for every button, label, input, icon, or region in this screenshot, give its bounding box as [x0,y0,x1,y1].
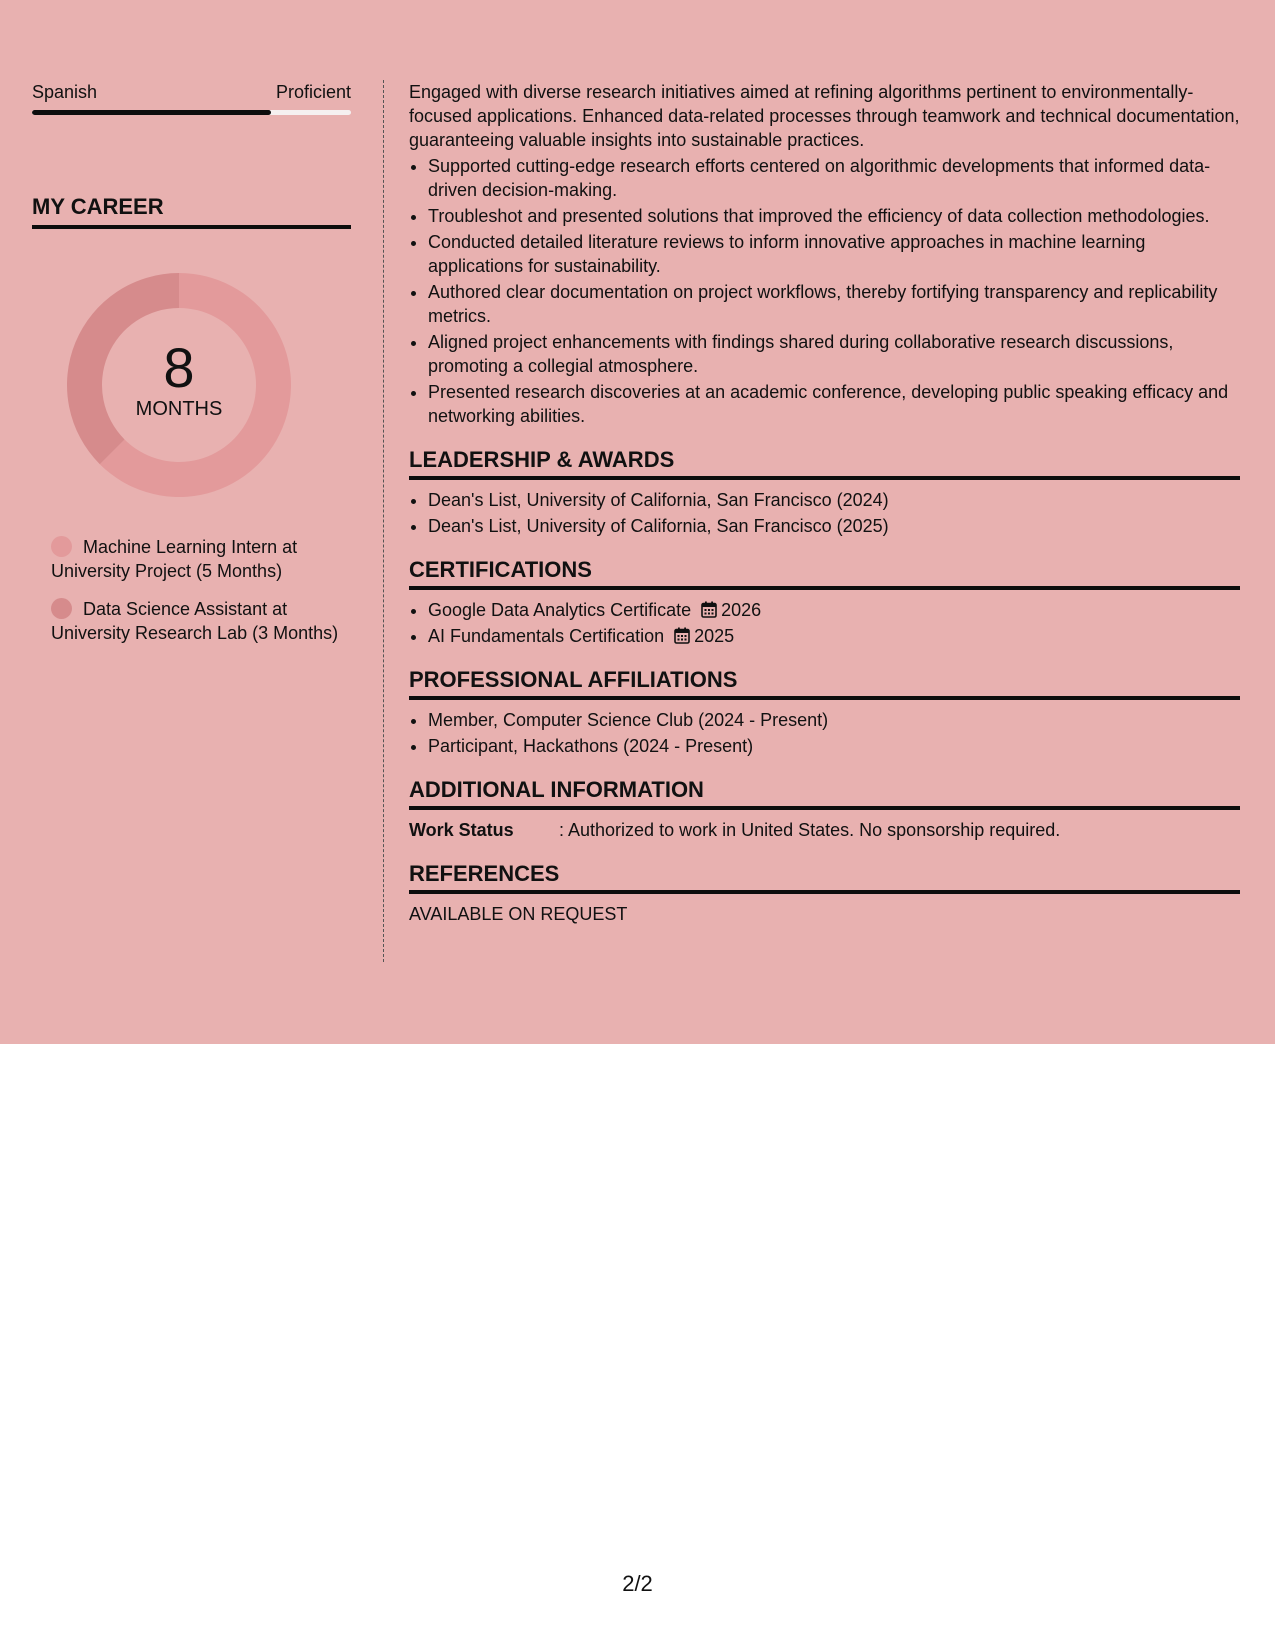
legend-dot-icon [51,536,72,557]
work-status-value: : Authorized to work in United States. No sponsorship required. [559,820,1061,840]
affiliation-item: • Participant, Hackathons (2024 - Present) [428,734,1240,758]
career-total-number: 8 [163,336,195,399]
career-legend-label: Machine Learning Intern at University Project (5 Months) [51,537,298,581]
experience-bullet: • Aligned project enhancements with findings shared during collaborative research discussions, promoting a collegial atmosphere. [428,330,1240,378]
affiliations-heading: PROFESSIONAL AFFILIATIONS [409,666,1240,700]
affiliation-item: • Member, Computer Science Club (2024 - Present) [428,708,1240,732]
language-proficiency-fill [32,110,271,115]
career-heading: MY CAREER [32,193,351,229]
language-proficiency-bar [32,110,351,115]
certification-year: 2026 [721,600,762,620]
certification-name: Google Data Analytics Certificate [428,600,692,620]
experience-bullet: • Presented research discoveries at an academic conference, developing public speaking efficacy and networking abilities. [428,380,1240,428]
career-legend-item [51,597,341,645]
work-status-row [409,818,1240,842]
right-column [409,80,1240,926]
language-row [32,80,351,104]
leadership-item: • Dean's List, University of California, San Francisco (2024) [428,488,1240,512]
career-legend-label: Data Science Assistant at University Research Lab (3 Months) [51,599,339,643]
references-heading: REFERENCES [409,860,1240,894]
affiliations-list [409,708,1240,758]
experience-intro: Engaged with diverse research initiatives aimed at refining algorithms pertinent to environmentally-focused applications. Enhanced data-related processes through teamwork and technical documentation, guaranteeing valuable insights into sustainable practices. [409,82,1240,150]
certifications-heading: CERTIFICATIONS [409,556,1240,590]
experience-bullet: • Authored clear documentation on project workflows, thereby fortifying transparency and replicability metrics. [428,280,1240,328]
leadership-item: • Dean's List, University of California, San Francisco (2025) [428,514,1240,538]
left-column [32,80,351,659]
column-divider [383,80,384,962]
calendar-icon [701,601,717,618]
experience-bullet: • Conducted detailed literature reviews to inform innovative approaches in machine learning applications for sustainability. [428,230,1240,278]
career-donut-chart [65,271,293,499]
page-number: 2/2 [622,1571,653,1596]
career-legend [51,535,341,645]
leadership-heading: LEADERSHIP & AWARDS [409,446,1240,480]
additional-info-heading: ADDITIONAL INFORMATION [409,776,1240,810]
donut-center-label [65,271,293,499]
certification-item [428,624,1240,648]
experience-bullet: • Supported cutting-edge research efforts centered on algorithmic developments that informed data-driven decision-making. [428,154,1240,202]
career-legend-item [51,535,341,583]
certification-item [428,598,1240,622]
language-name: Spanish [32,82,98,102]
experience-bullet: • Troubleshot and presented solutions that improved the efficiency of data collection methodologies. [428,204,1240,228]
certifications-list [409,598,1240,648]
work-status-label: Work Status [409,820,514,840]
certification-name: AI Fundamentals Certification [428,626,665,646]
calendar-icon [674,627,690,644]
experience-bullets [409,154,1240,428]
leadership-list [409,488,1240,538]
references-text: AVAILABLE ON REQUEST [409,904,628,924]
career-total-unit: MONTHS [135,398,223,420]
certification-year: 2025 [694,626,735,646]
legend-dot-icon [51,598,72,619]
language-level: Proficient [275,82,351,102]
